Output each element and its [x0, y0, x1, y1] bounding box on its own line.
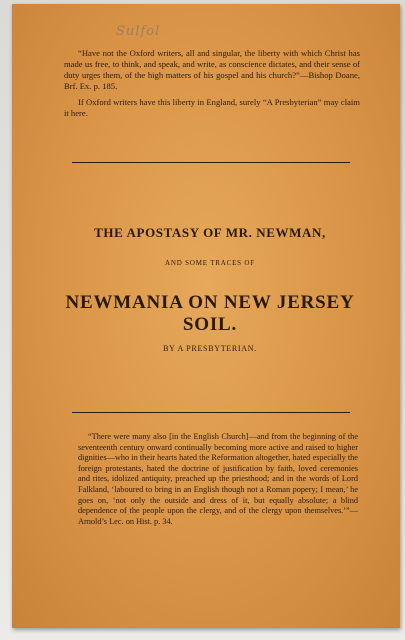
epigraph-remark: If Oxford writers have this liberty in England, surely “A Presbyterian” may claim it here. [64, 97, 360, 118]
handwritten-note: Sulfol [116, 24, 161, 39]
pamphlet-subtitle: NEWMANIA ON NEW JERSEY SOIL. [65, 292, 355, 335]
title-connector: AND SOME TRACES OF [165, 259, 255, 267]
pamphlet-title: THE APOSTASY OF MR. NEWMAN, [94, 225, 326, 240]
epigraph-quote: “Have not the Oxford writers, all and singular, the liberty with which Christ has made us free, to think, and speak, and write, as conscience dictates, and their sense of duty urges them, of the high matters of his gospel and his church?”—Bishop Doane, Brf. Ex. p. 185. [64, 48, 360, 91]
pamphlet-cover [12, 4, 400, 628]
author-line: BY A PRESBYTERIAN. [163, 344, 257, 353]
top-divider-rule [72, 162, 350, 163]
closing-quote: “There were many also [in the English Church]—and from the beginning of the seventeenth century onward continually becoming more active and raised to higher dignities—who in their hearts hated the Reformation altogether, hated especially the foreign protestants, hated the doctrine of justification by faith, loved ceremonies and rites, idolized antiquity, preached up the priesthood; and in the words of Lord Falkland, ‘laboured to bring in an English though not a Roman popery; I mean,’ he goes on, ‘not only the outside and dress of it, but equally absolute; a blind dependence of the people upon the clergy, and of the clergy upon themselves.’”—Arnold’s Lec. on Hist. p. 34. [78, 432, 358, 526]
epigraph-block [64, 48, 360, 124]
bottom-divider-rule [72, 412, 350, 413]
